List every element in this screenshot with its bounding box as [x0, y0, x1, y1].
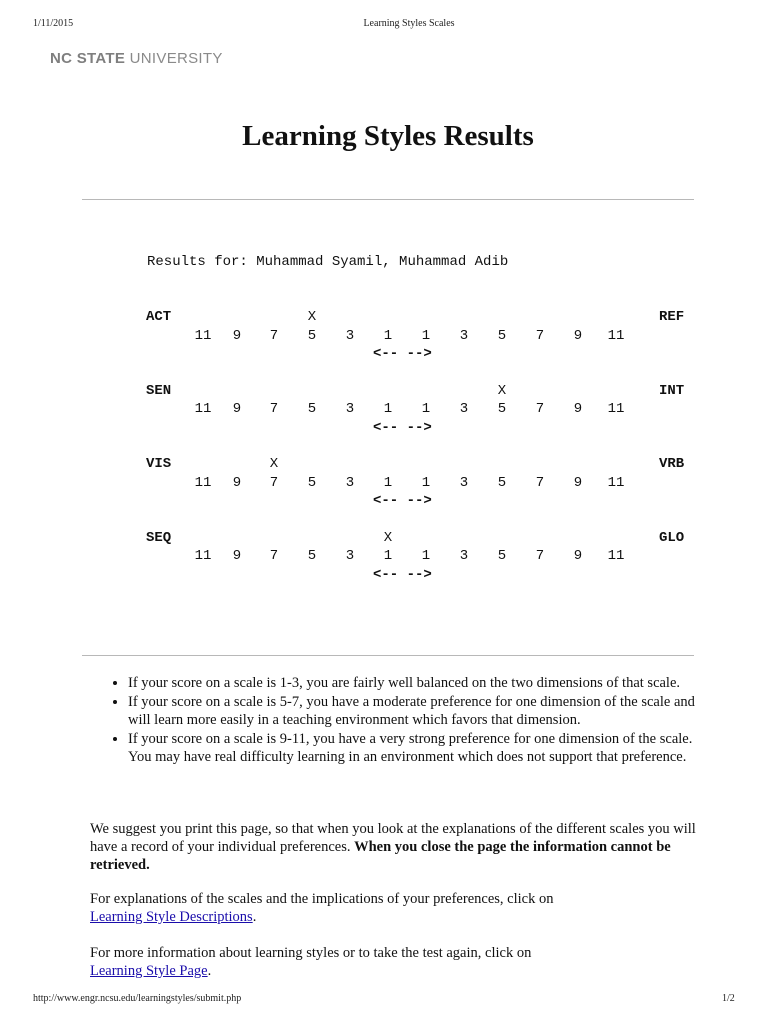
scale-number: 3 [345, 548, 355, 564]
scale-number: 3 [459, 474, 469, 491]
learning-style-page-link[interactable]: Learning Style Page [90, 963, 208, 979]
more-info-text: For more information about learning styles or to take the test again, click on [90, 945, 532, 961]
learning-style-descriptions-link[interactable]: Learning Style Descriptions [90, 909, 253, 925]
scale-number: 9 [232, 327, 242, 344]
scale-number: 7 [535, 548, 545, 564]
print-date: 1/11/2015 [33, 18, 74, 29]
scale-number: 7 [269, 548, 279, 564]
scale-mark: X [269, 456, 279, 472]
scale-right-label: INT [659, 382, 685, 399]
score-explanations [110, 674, 708, 767]
scale-number: 11 [194, 327, 212, 344]
scale-number: 9 [573, 401, 583, 417]
results-for: Results for: Muhammad Syamil, Muhammad Adib [147, 254, 509, 270]
scale-right-label: GLO [659, 529, 685, 546]
scale-left-label: ACT [146, 309, 172, 325]
scale-number: 5 [307, 401, 317, 417]
bottom-divider [82, 655, 694, 656]
scale-number: 7 [535, 327, 545, 344]
page-title: Learning Styles Results [242, 120, 534, 152]
scale-number: 11 [607, 474, 625, 491]
brand-bold: NC STATE [50, 50, 126, 67]
bullet-item: • If your score on a scale is 5-7, you have a moderate preference for one dimension of the scale and will learn more easily in a teaching environment which favors that dimension. [128, 693, 708, 730]
scale-number: 1 [383, 401, 393, 417]
scale-right-label: VRB [659, 456, 685, 472]
explanations-text: For explanations of the scales and the implications of your preferences, click on [90, 891, 554, 907]
scale-number: 9 [573, 548, 583, 564]
scale-number: 5 [497, 327, 507, 344]
scale-mark: X [383, 529, 393, 546]
scale-right-label: REF [659, 309, 685, 325]
suggest-bold: When you close the page the information cannot be retrieved. [90, 839, 671, 873]
scale-number: 5 [307, 548, 317, 564]
suggest-paragraph [90, 820, 700, 874]
scale-arrow: <-- --> [373, 493, 432, 509]
more-info-paragraph: For more information about learning styles or to take the test again, click on Learning Style Page. [90, 945, 532, 979]
scale-number: 3 [345, 401, 355, 417]
scale-left-label: VIS [146, 456, 172, 472]
scale-number: 1 [421, 548, 431, 564]
scale-number: 5 [497, 548, 507, 564]
scale-number: 1 [421, 327, 431, 344]
scale-number: 5 [497, 474, 507, 491]
top-divider [82, 199, 694, 200]
scale-number: 7 [269, 327, 279, 344]
scale-number: 3 [459, 401, 469, 417]
scale-arrow: <-- --> [373, 566, 432, 583]
print-page-title: Learning Styles Scales [363, 18, 455, 29]
scale-number: 5 [497, 401, 507, 417]
scale-number: 9 [232, 474, 242, 491]
bullet-item: • If your score on a scale is 1-3, you are fairly well balanced on the two dimensions of that scale. [128, 674, 708, 693]
scale-number: 11 [194, 548, 212, 564]
scale-left-label: SEN [146, 382, 172, 399]
bullet-item: • If your score on a scale is 9-11, you have a very strong preference for one dimension of the scale. You may have real difficulty learning in an environment which does not support that preference. [128, 730, 708, 767]
suggest-text: We suggest you print this page, so that when you look at the explanations of the different scales you will have a record of your individual preferences. [90, 821, 696, 855]
print-url: http://www.engr.ncsu.edu/learningstyles/submit.php [33, 993, 242, 1004]
scale-number: 7 [269, 401, 279, 417]
scale-left-label: SEQ [146, 529, 172, 546]
scale-number: 9 [573, 327, 583, 344]
scale-number: 9 [573, 474, 583, 491]
scale-number: 9 [232, 401, 242, 417]
scale-number: 11 [607, 327, 625, 344]
scale-number: 11 [194, 401, 212, 417]
scale-number: 3 [459, 548, 469, 564]
scale-number: 7 [269, 474, 279, 491]
scale-number: 9 [232, 548, 242, 564]
scale-number: 1 [421, 474, 431, 491]
scale-number: 5 [307, 474, 317, 491]
scale-number: 11 [607, 548, 625, 564]
scale-number: 7 [535, 474, 545, 491]
scale-number: 3 [345, 474, 355, 491]
explanations-paragraph: For explanations of the scales and the implications of your preferences, click on Learning Style Descriptions. [90, 891, 554, 925]
scale-number: 1 [383, 548, 393, 564]
scale-number: 7 [535, 401, 545, 417]
brand-rest: UNIVERSITY [129, 50, 223, 67]
scale-number: 1 [383, 327, 393, 344]
scale-number: 3 [459, 327, 469, 344]
scale-mark: X [307, 309, 317, 325]
scale-mark: X [497, 382, 507, 399]
scale-number: 1 [383, 474, 393, 491]
scale-number: 11 [194, 474, 212, 491]
scale-number: 5 [307, 327, 317, 344]
scale-number: 11 [607, 401, 625, 417]
scale-arrow: <-- --> [373, 419, 432, 436]
scale-arrow: <-- --> [373, 346, 432, 362]
scale-number: 1 [421, 401, 431, 417]
ncsu-logo [50, 50, 223, 67]
scale-number: 3 [345, 327, 355, 344]
print-page-number: 1/2 [722, 993, 735, 1004]
